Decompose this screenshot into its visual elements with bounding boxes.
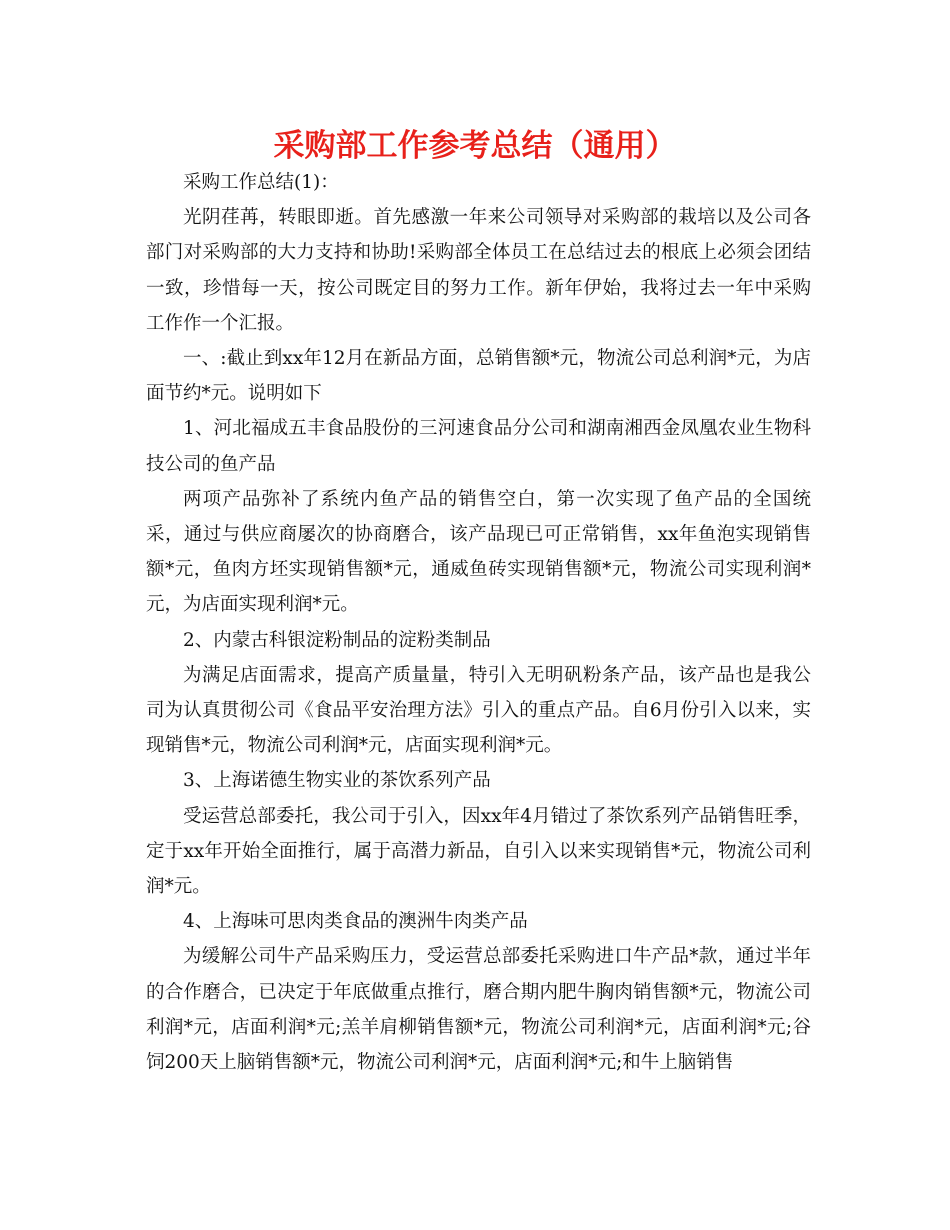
paragraph-intro: 光阴荏苒，转眼即逝。首先感激一年来公司领导对采购部的栽培以及公司各部门对采购部的大力支持和协助!采购部全体员工在总结过去的根底上必须会团结一致，珍惜每一天，按公司既定目的努力工作。新年伊始，我将过去一年中采购工作作一个汇报。 (146, 207, 811, 334)
paragraph-item-4-heading: 4、上海味可思肉类食品的澳洲牛肉类产品 (183, 911, 528, 933)
paragraph-item-1-heading: 1、河北福成五丰食品股份的三河速食品分公司和湖南湘西金凤凰农业生物科技公司的鱼产品 (146, 418, 811, 475)
paragraph-item-3-heading: 3、上海诺德生物实业的茶饮系列产品 (183, 770, 491, 792)
paragraph-item-4-body: 为缓解公司牛产品采购压力，受运营总部委托采购进口牛产品*款，通过半年的合作磨合，已决定于年底做重点推行，磨合期内肥牛胸肉销售额*元，物流公司利润*元，店面利润*元;羔羊肩柳销售额*元，物流公司利润*元，店面利润*元;谷饲200天上脑销售额*元，物流公司利润*元，店面利润*元;和牛上脑销售 (146, 946, 811, 1074)
paragraph-summary: 一、:截止到xx年12月在新品方面，总销售额*元，物流公司总利润*元，为店面节约*元。说明如下 (146, 348, 811, 405)
document-body (146, 165, 811, 1080)
paragraph-section-heading: 采购工作总结(1)： (183, 172, 339, 193)
paragraph-item-1-body: 两项产品弥补了系统内鱼产品的销售空白，第一次实现了鱼产品的全国统采，通过与供应商屡次的协商磨合，该产品现已可正常销售，xx年鱼泡实现销售额*元，鱼肉方坯实现销售额*元，通威鱼砖实现销售额*元，物流公司实现利润*元，为店面实现利润*元。 (146, 488, 811, 616)
document-title: 采购部工作参考总结（通用） (273, 128, 677, 164)
paragraph-item-2-heading: 2、内蒙古科银淀粉制品的淀粉类制品 (183, 629, 491, 651)
paragraph-item-3-body: 受运营总部委托，我公司于引入，因xx年4月错过了茶饮系列产品销售旺季，定于xx年开始全面推行，属于高潜力新品，自引入以来实现销售*元，物流公司利润*元。 (146, 805, 811, 898)
paragraph-item-2-body: 为满足店面需求，提高产质量量，特引入无明矾粉条产品，该产品也是我公司为认真贯彻公司《食品平安治理方法》引入的重点产品。自6月份引入以来，实现销售*元，物流公司利润*元，店面实现利润*元。 (146, 664, 811, 757)
